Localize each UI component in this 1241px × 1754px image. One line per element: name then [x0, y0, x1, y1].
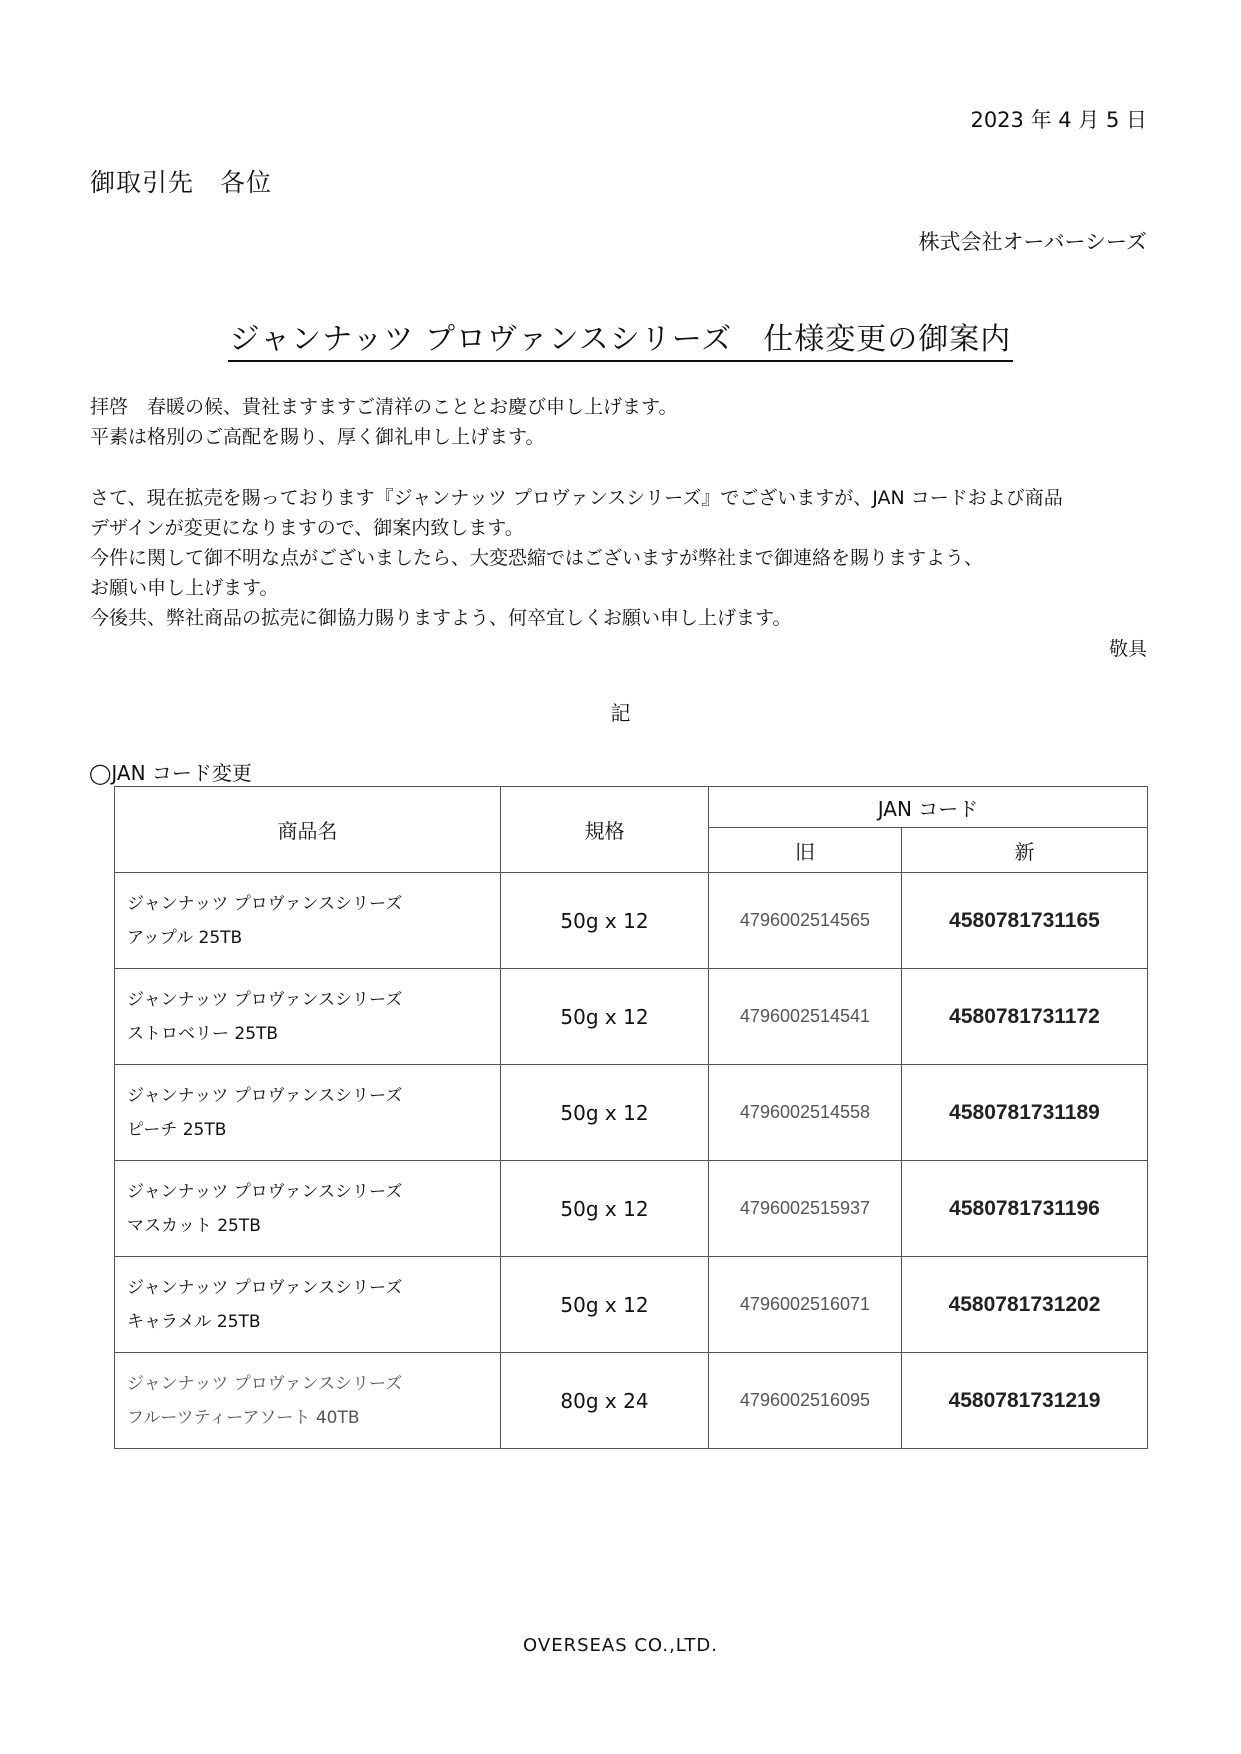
- product-series: ジャンナッツ プロヴァンスシリーズ: [127, 893, 403, 914]
- body-line: デザインが変更になりますので、御案内致します。: [90, 517, 524, 539]
- body-line: 今件に関して御不明な点がございましたら、大変恐縮ではございますが弊社まで御連絡を賜りますよう、: [90, 547, 984, 569]
- old-jan-cell: 4796002514541: [709, 969, 902, 1065]
- product-variant: ストロベリー 25TB: [127, 1023, 279, 1044]
- body-line: お願い申し上げます。: [90, 577, 279, 599]
- greeting-line: 拝啓 春暖の候、貴社ますますご清祥のこととお慶び申し上げます。: [90, 396, 678, 418]
- product-variant: ピーチ 25TB: [127, 1119, 227, 1140]
- sender-company: 株式会社オーバーシーズ: [918, 230, 1147, 254]
- old-jan-cell: 4796002514558: [709, 1065, 902, 1161]
- product-name-cell: [115, 969, 501, 1065]
- spec-cell: 50g x 12: [501, 1065, 709, 1161]
- table-row: [115, 1161, 1148, 1257]
- table-header-row: [115, 787, 1148, 828]
- old-jan-cell: 4796002516095: [709, 1353, 902, 1449]
- header-product-name: 商品名: [115, 787, 501, 873]
- spec-cell: 80g x 24: [501, 1353, 709, 1449]
- product-series: ジャンナッツ プロヴァンスシリーズ: [127, 1277, 403, 1298]
- table-row: [115, 969, 1148, 1065]
- greeting-paragraph: [90, 392, 1150, 452]
- spec-cell: 50g x 12: [501, 873, 709, 969]
- table-row: [115, 1065, 1148, 1161]
- product-name-cell: [115, 1065, 501, 1161]
- header-new: 新: [902, 828, 1148, 873]
- header-jan-code: JAN コード: [709, 787, 1148, 828]
- product-variant: キャラメル 25TB: [127, 1311, 261, 1332]
- footer-company: OVERSEAS CO.,LTD.: [523, 1635, 718, 1656]
- document-title-wrap: [0, 314, 1241, 358]
- new-jan-cell: 4580781731196: [902, 1161, 1148, 1257]
- document-title: ジャンナッツ プロヴァンスシリーズ 仕様変更の御案内: [228, 322, 1014, 362]
- section-title: ◯JAN コード変更: [89, 761, 252, 785]
- body-paragraph: [90, 483, 1150, 633]
- spec-cell: 50g x 12: [501, 1257, 709, 1353]
- table-row: [115, 1353, 1148, 1449]
- old-jan-cell: 4796002515937: [709, 1161, 902, 1257]
- product-series: ジャンナッツ プロヴァンスシリーズ: [127, 1373, 403, 1394]
- product-series: ジャンナッツ プロヴァンスシリーズ: [127, 1085, 403, 1106]
- new-jan-cell: 4580781731189: [902, 1065, 1148, 1161]
- product-series: ジャンナッツ プロヴァンスシリーズ: [127, 1181, 403, 1202]
- letter-date: 2023 年 4 月 5 日: [970, 108, 1147, 132]
- product-name-cell: [115, 1161, 501, 1257]
- ki-heading: 記: [610, 701, 631, 725]
- old-jan-cell: 4796002516071: [709, 1257, 902, 1353]
- body-line: 今後共、弊社商品の拡売に御協力賜りますよう、何卒宜しくお願い申し上げます。: [90, 607, 792, 629]
- recipient-line: 御取引先 各位: [90, 168, 273, 197]
- product-variant: フルーツティーアソート 40TB: [127, 1407, 360, 1428]
- product-variant: マスカット 25TB: [127, 1215, 261, 1236]
- product-variant: アップル 25TB: [127, 927, 243, 948]
- old-jan-cell: 4796002514565: [709, 873, 902, 969]
- body-line: さて、現在拡売を賜っております『ジャンナッツ プロヴァンスシリーズ』でございますが、JAN コードおよび商品: [90, 487, 1063, 509]
- product-name-cell: [115, 1257, 501, 1353]
- new-jan-cell: 4580781731165: [902, 873, 1148, 969]
- product-name-cell: [115, 1353, 501, 1449]
- new-jan-cell: 4580781731219: [902, 1353, 1148, 1449]
- table-row: [115, 873, 1148, 969]
- product-series: ジャンナッツ プロヴァンスシリーズ: [127, 989, 403, 1010]
- header-old: 旧: [709, 828, 902, 873]
- spec-cell: 50g x 12: [501, 969, 709, 1065]
- table-row: [115, 1257, 1148, 1353]
- jan-code-table: [114, 786, 1148, 1449]
- closing-word: 敬具: [1108, 638, 1147, 660]
- spec-cell: 50g x 12: [501, 1161, 709, 1257]
- greeting-line: 平素は格別のご高配を賜り、厚く御礼申し上げます。: [90, 426, 545, 448]
- header-spec: 規格: [501, 787, 709, 873]
- new-jan-cell: 4580781731202: [902, 1257, 1148, 1353]
- new-jan-cell: 4580781731172: [902, 969, 1148, 1065]
- product-name-cell: [115, 873, 501, 969]
